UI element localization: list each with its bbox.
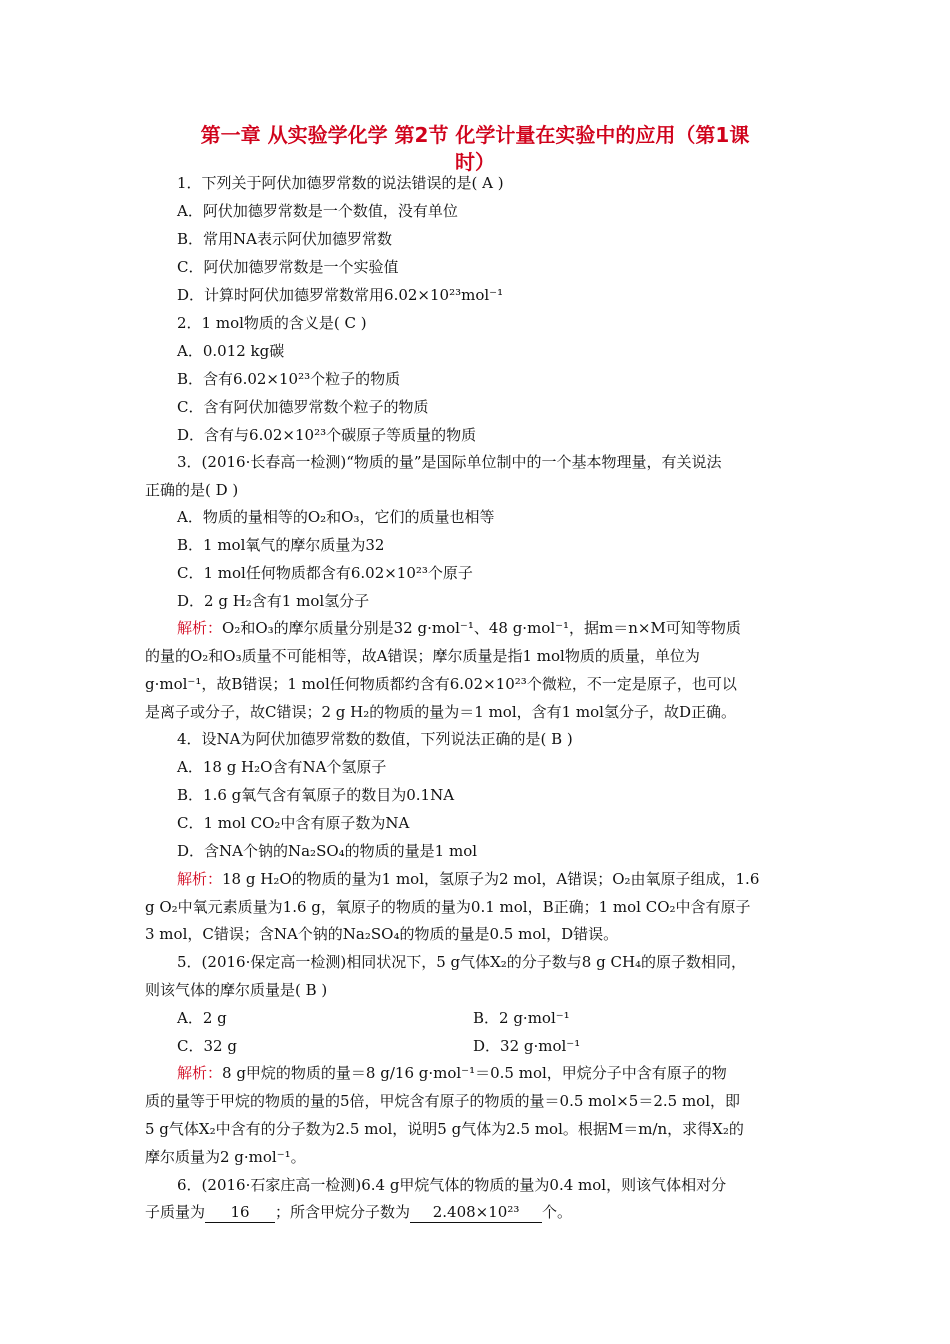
q3-option-b: B．1 mol氧气的摩尔质量为32 [177, 536, 385, 554]
analysis-label: 解析： [177, 619, 223, 637]
q6-text-pre: 子质量为 [145, 1203, 206, 1221]
q4-option-b: B．1.6 g氧气含有氧原子的数目为0.1NA [177, 786, 455, 804]
q2-option-d: D．含有与6.02×10²³个碳原子等质量的物质 [177, 426, 477, 444]
q3-stem-line-1: 3．(2016·长春高一检测)“物质的量”是国际单位制中的一个基本物理量，有关说法 [177, 453, 722, 471]
q3-option-a: A．物质的量相等的O₂和O₃，它们的质量也相等 [177, 508, 495, 526]
q6-answer-blank-1: 16 [205, 1202, 275, 1223]
q3-stem-line-2: 正确的是( D ) [145, 481, 239, 499]
q4-option-a: A．18 g H₂O含有NA个氢原子 [177, 758, 387, 776]
q4-explanation-line-3: 3 mol，C错误；含NA个钠的Na₂SO₄的物质的量是0.5 mol，D错误。 [145, 925, 619, 943]
q1-stem: 1．下列关于阿伏加德罗常数的说法错误的是( A ) [177, 174, 504, 192]
q2-option-b: B．含有6.02×10²³个粒子的物质 [177, 370, 401, 388]
q6-stem-line-1: 6．(2016·石家庄高一检测)6.4 g甲烷气体的物质的量为0.4 mol，则该气体相对分 [177, 1176, 727, 1194]
q3-explanation-line-1 [177, 618, 741, 638]
q3-explanation-line-3: g·mol⁻¹，故B错误；1 mol任何物质都约含有6.02×10²³个微粒，不一定是原子，也可以 [145, 675, 737, 693]
q3-option-d: D．2 g H₂含有1 mol氢分子 [177, 592, 370, 610]
q6-answer-blank-2: 2.408×10²³ [410, 1202, 542, 1223]
q4-stem: 4．设NA为阿伏加德罗常数的数值，下列说法正确的是( B ) [177, 730, 573, 748]
q2-option-c: C．含有阿伏加德罗常数个粒子的物质 [177, 398, 429, 416]
q5-explanation-line-4: 摩尔质量为2 g·mol⁻¹。 [145, 1148, 306, 1166]
q4-explanation-text-1: 18 g H₂O的物质的量为1 mol，氢原子为2 mol，A错误；O₂由氧原子组成，1.6 [222, 870, 760, 888]
q4-explanation-line-1 [177, 869, 759, 889]
q5-explanation-line-1 [177, 1063, 727, 1083]
analysis-label: 解析： [177, 870, 223, 888]
q5-option-d: D．32 g·mol⁻¹ [473, 1037, 581, 1055]
q6-text-post: 个。 [542, 1203, 573, 1221]
q5-option-b: B．2 g·mol⁻¹ [473, 1009, 570, 1027]
q5-explanation-line-3: 5 g气体X₂中含有的分子数为2.5 mol，说明5 g气体为2.5 mol。根据M＝m/n，求得X₂的 [145, 1120, 744, 1138]
q5-option-c: C．32 g [177, 1037, 237, 1055]
title-line-2: 时） [455, 150, 495, 174]
page-title [140, 122, 810, 176]
q5-option-a: A．2 g [177, 1009, 227, 1027]
q6-text-mid: ；所含甲烷分子数为 [275, 1203, 411, 1221]
q4-option-d: D．含NA个钠的Na₂SO₄的物质的量是1 mol [177, 842, 478, 860]
q1-option-a: A．阿伏加德罗常数是一个数值，没有单位 [177, 202, 458, 220]
q3-explanation-line-4: 是离子或分子，故C错误；2 g H₂的物质的量为＝1 mol，含有1 mol氢分子，故D正确。 [145, 703, 737, 721]
q4-explanation-line-2: g O₂中氧元素质量为1.6 g，氧原子的物质的量为0.1 mol，B正确；1 mol CO₂中含有原子 [145, 898, 751, 916]
q1-option-c: C．阿伏加德罗常数是一个实验值 [177, 258, 399, 276]
analysis-label: 解析： [177, 1064, 223, 1082]
q5-explanation-line-2: 质的量等于甲烷的物质的量的5倍，甲烷含有原子的物质的量＝0.5 mol×5＝2.5 mol，即 [145, 1092, 741, 1110]
q5-explanation-text-1: 8 g甲烷的物质的量＝8 g/16 g·mol⁻¹＝0.5 mol，甲烷分子中含有原子的物 [222, 1064, 727, 1082]
q4-option-c: C．1 mol CO₂中含有原子数为NA [177, 814, 410, 832]
q2-option-a: A．0.012 kg碳 [177, 342, 285, 360]
q1-option-b: B．常用NA表示阿伏加德罗常数 [177, 230, 392, 248]
q3-option-c: C．1 mol任何物质都含有6.02×10²³个原子 [177, 564, 473, 582]
q6-stem-line-2 [145, 1202, 572, 1223]
q3-explanation-text-1: O₂和O₃的摩尔质量分别是32 g·mol⁻¹、48 g·mol⁻¹，据m＝n×M可知等物质 [222, 619, 741, 637]
title-line-1: 第一章 从实验学化学 第2节 化学计量在实验中的应用（第1课 [200, 123, 750, 147]
q1-option-d: D．计算时阿伏加德罗常数常用6.02×10²³mol⁻¹ [177, 286, 504, 304]
q5-stem-line-1: 5．(2016·保定高一检测)相同状况下，5 g气体X₂的分子数与8 g CH₄的原子数相同， [177, 953, 747, 971]
q2-stem: 2．1 mol物质的含义是( C ) [177, 314, 367, 332]
q5-stem-line-2: 则该气体的摩尔质量是( B ) [145, 981, 328, 999]
q3-explanation-line-2: 的量的O₂和O₃质量不可能相等，故A错误；摩尔质量是指1 mol物质的质量，单位为 [145, 647, 700, 665]
